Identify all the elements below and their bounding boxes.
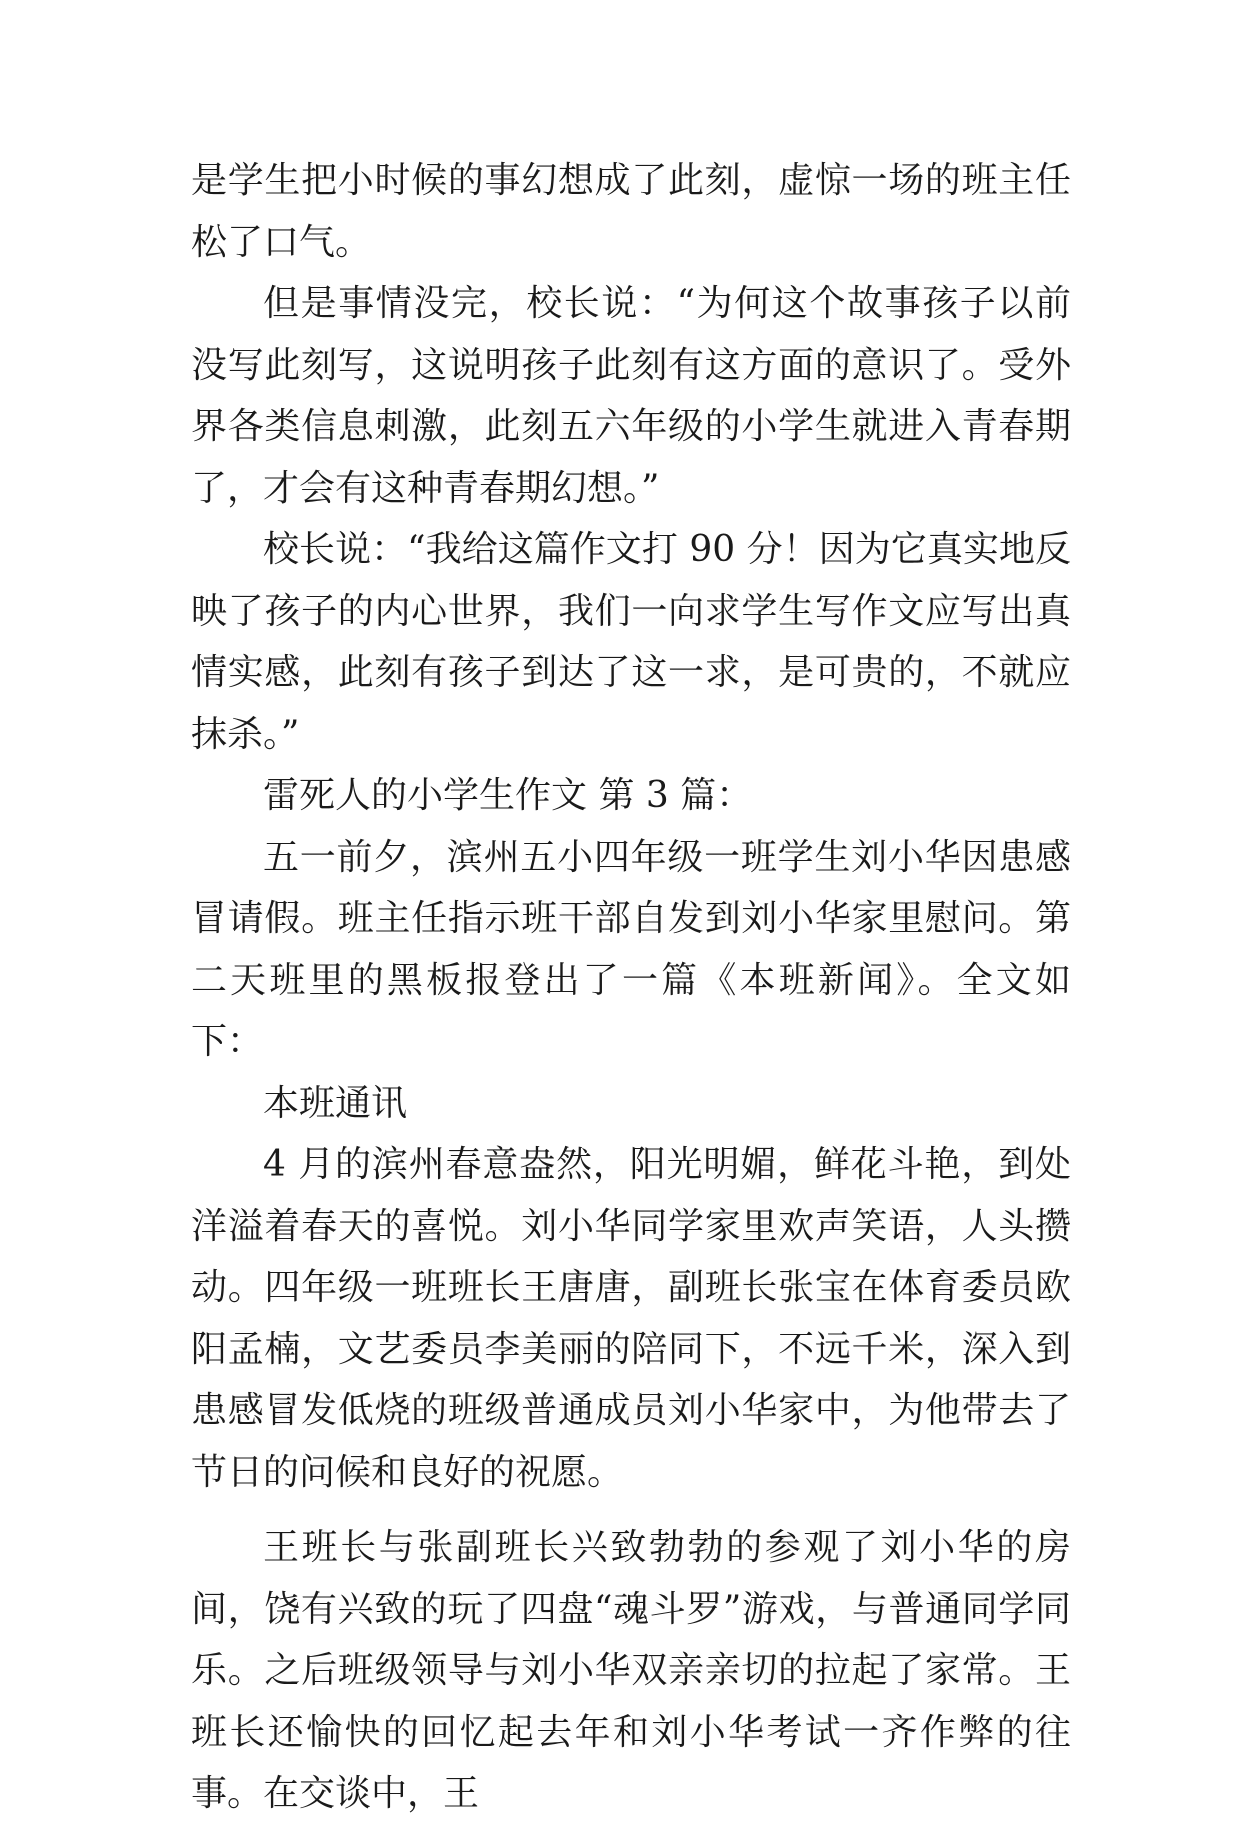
body-text — [191, 150, 1071, 1825]
paragraph: 是学生把小时候的事幻想成了此刻，虚惊一场的班主任松了口气。 — [191, 160, 1071, 263]
paragraph: 王班长与张副班长兴致勃勃的参观了刘小华的房间，饶有兴致的玩了四盘“魂斗罗”游戏，与普通同学同乐。之后班级领导与刘小华双亲亲切的拉起了家常。王班长还愉快的回忆起去年和刘小华考试一齐作弊的往事。在交谈中，王 — [191, 1527, 1071, 1814]
article-title: 本班通讯 — [263, 1082, 408, 1124]
paragraph: 4 月的滨州春意盎然，阳光明媚，鲜花斗艳，到处洋溢着春天的喜悦。刘小华同学家里欢声笑语，人头攒动。四年级一班班长王唐唐，副班长张宝在体育委员欧阳孟楠，文艺委员李美丽的陪同下，不远千米，深入到患感冒发低烧的班级普通成员刘小华家中，为他带去了节日的问候和良好的祝愿。 — [191, 1144, 1071, 1493]
paragraph: 校长说：“我给这篇作文打 90 分！因为它真实地反映了孩子的内心世界，我们一向求学生写作文应写出真情实感，此刻有孩子到达了这一求，是可贵的，不就应抹杀。” — [191, 529, 1071, 755]
paragraph: 但是事情没完，校长说：“为何这个故事孩子以前没写此刻写，这说明孩子此刻有这方面的意识了。受外界各类信息刺激，此刻五六年级的小学生就进入青春期了，才会有这种青春期幻想。” — [191, 283, 1071, 509]
paragraph: 五一前夕，滨州五小四年级一班学生刘小华因患感冒请假。班主任指示班干部自发到刘小华家里慰问。第二天班里的黑板报登出了一篇《本班新闻》。全文如下： — [191, 836, 1071, 1062]
section-heading: 雷死人的小学生作文 第 3 篇： — [263, 775, 753, 816]
